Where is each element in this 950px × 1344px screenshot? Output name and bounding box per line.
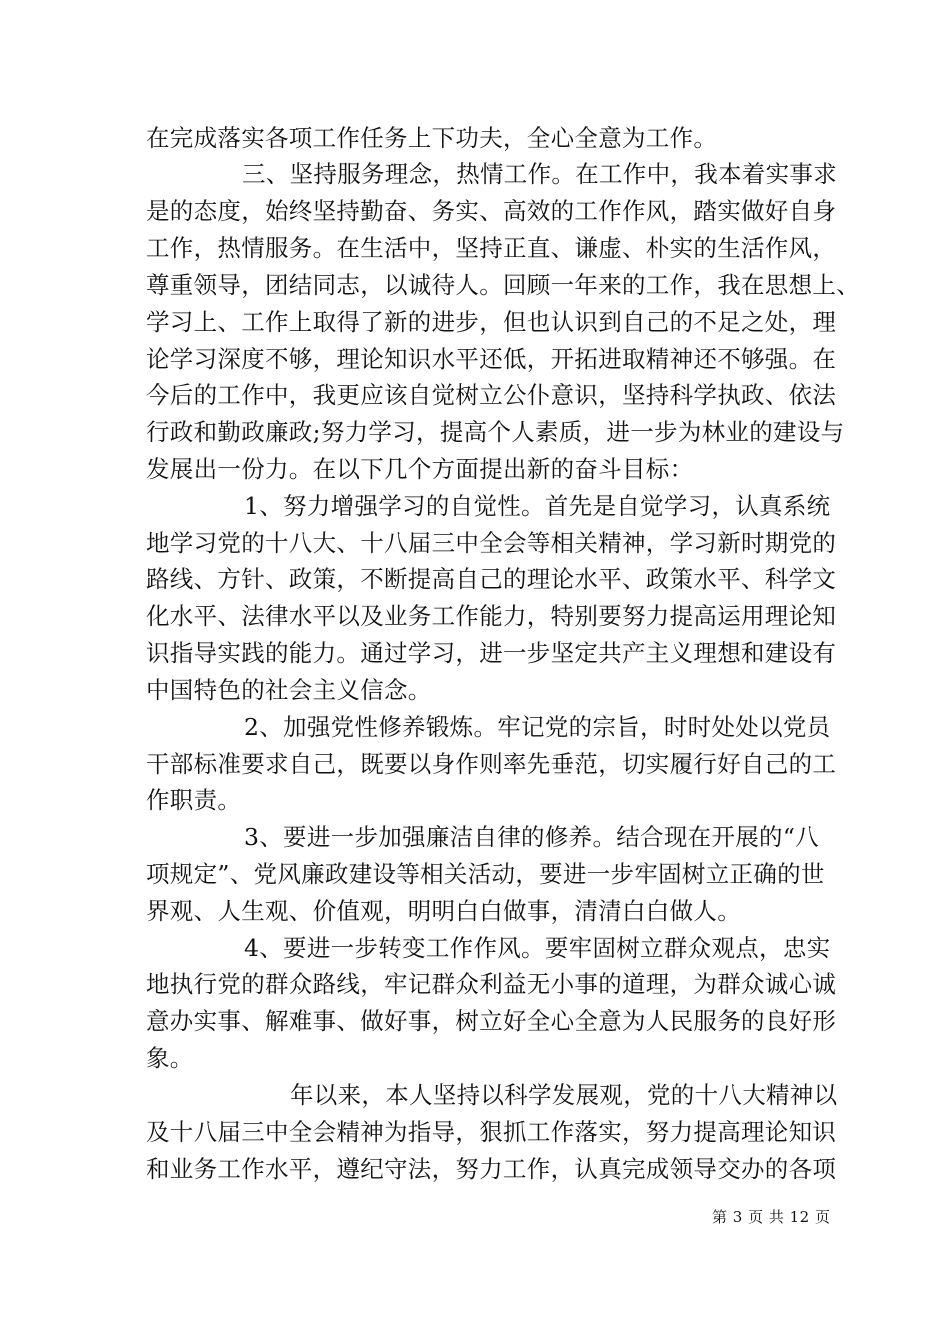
- text-line: 地执行党的群众路线，牢记群众利益无小事的道理，为群众诚心诚: [146, 970, 837, 998]
- text-line: 尊重领导，团结同志，以诚待人。回顾一年来的工作，我在思想上、: [146, 271, 860, 299]
- text-line: 发展出一份力。在以下几个方面提出新的奋斗目标：: [146, 455, 694, 483]
- text-line: 论学习深度不够，理论知识水平还低，开拓进取精神还不够强。在: [146, 345, 837, 373]
- text-line: 学习上、工作上取得了新的进步，但也认识到自己的不足之处，理: [146, 308, 837, 336]
- text-line: 今后的工作中，我更应该自觉树立公仆意识，坚持科学执政、依法: [146, 381, 837, 409]
- text-line: 三、坚持服务理念，热情工作。在工作中，我本着实事求: [242, 160, 837, 188]
- text-line: 化水平、法律水平以及业务工作能力，特别要努力提高运用理论知: [146, 602, 837, 630]
- text-line: 在完成落实各项工作任务上下功夫，全心全意为工作。: [146, 124, 718, 152]
- text-line: 和业务工作水平，遵纪守法，努力工作，认真完成领导交办的各项: [146, 1155, 837, 1183]
- text-line: 行政和勤政廉政;努力学习，提高个人素质，进一步为林业的建设与: [146, 418, 845, 446]
- text-line: 4、要进一步转变工作作风。要牢固树立群众观点，忠实: [244, 934, 831, 962]
- text-line: 识指导实践的能力。通过学习，进一步坚定共产主义理想和建设有: [146, 639, 837, 667]
- text-line: 及十八届三中全会精神为指导，狠抓工作落实，努力提高理论知识: [146, 1118, 837, 1146]
- text-line: 是的态度，始终坚持勤奋、务实、高效的工作作风，踏实做好自身: [146, 197, 837, 225]
- text-line: 地学习党的十八大、十八届三中全会等相关精神，学习新时期党的: [146, 529, 837, 557]
- text-line: 意办实事、解难事、做好事，树立好全心全意为人民服务的良好形: [146, 1007, 837, 1035]
- text-line: 工作，热情服务。在生活中，坚持正直、谦虚、朴实的生活作风，: [146, 234, 837, 262]
- text-line: 干部标准要求自己，既要以身作则率先垂范，切实履行好自己的工: [146, 750, 837, 778]
- text-line: 象。: [146, 1044, 194, 1072]
- text-line: 作职责。: [146, 786, 242, 814]
- text-line: 路线、方针、政策，不断提高自己的理论水平、政策水平、科学文: [146, 565, 837, 593]
- text-line: 1、努力增强学习的自觉性。首先是自觉学习，认真系统: [244, 492, 831, 520]
- text-line: 中国特色的社会主义信念。: [146, 676, 432, 704]
- text-line: 3、要进一步加强廉洁自律的修养。结合现在开展的“八: [244, 823, 819, 851]
- text-line: 年以来，本人坚持以科学发展观，党的十八大精神以: [290, 1081, 838, 1109]
- page-number-footer: 第 3 页 共 12 页: [712, 1208, 831, 1226]
- text-line: 项规定”、党风廉政建设等相关活动，要进一步牢固树立正确的世: [146, 860, 825, 888]
- text-line: 界观、人生观、价值观，明明白白做事，清清白白做人。: [146, 897, 741, 925]
- text-line: 2、加强党性修养锻炼。牢记党的宗旨，时时处处以党员: [244, 713, 831, 741]
